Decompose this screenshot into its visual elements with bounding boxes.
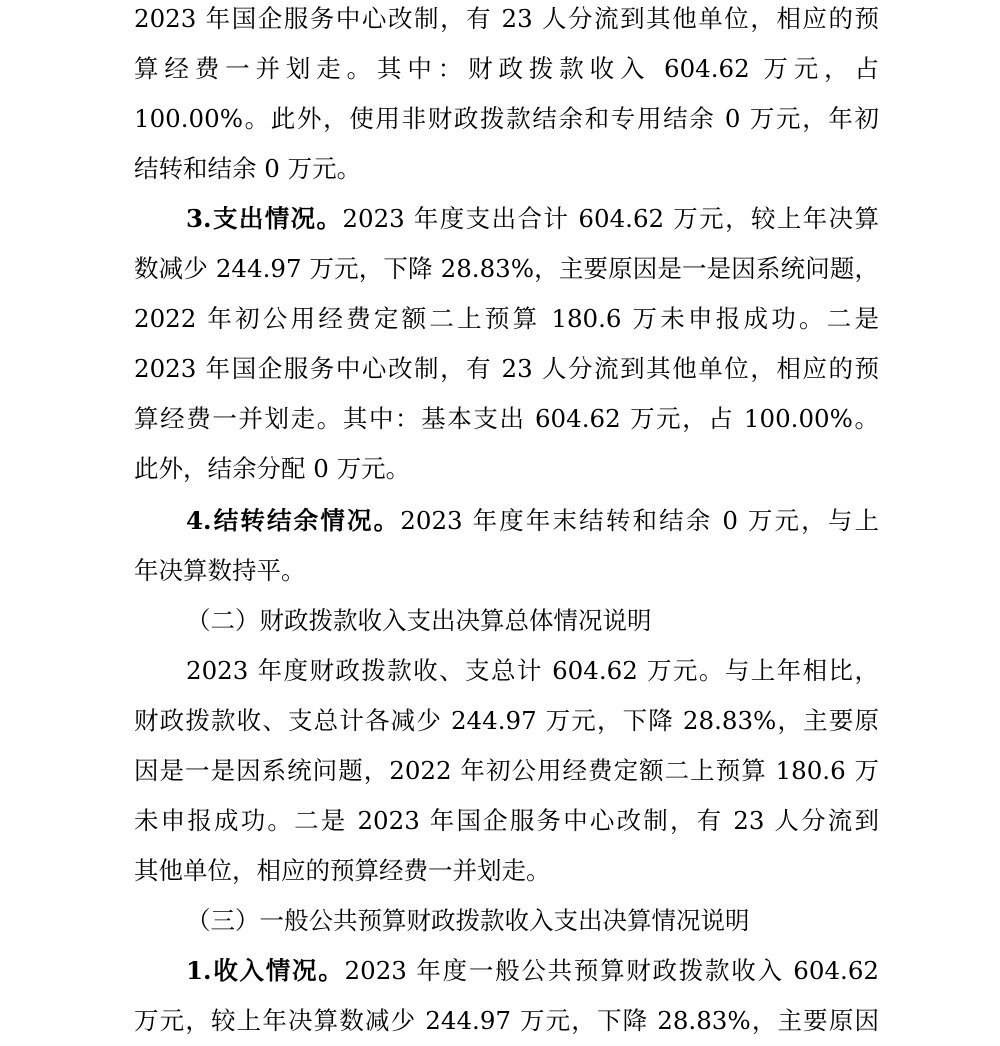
text-line: 因是一是因系统问题，2022 年初公用经费定额二上预算 180.6 万 [134, 756, 879, 785]
text-line: 其他单位，相应的预算经费一并划走。 [134, 856, 551, 885]
section-heading-two: （二）财政拨款收入支出决算总体情况说明 [186, 606, 652, 635]
text-line: 2023 年国企服务中心改制，有 23 人分流到其他单位，相应的预 [134, 4, 879, 33]
text-line: 2023 年度财政拨款收、支总计 604.62 万元。与上年相比， [186, 656, 879, 685]
text-line: 算经费一并划走。其中：基本支出 604.62 万元，占 100.00%。 [134, 404, 879, 433]
text-line: 年决算数持平。 [134, 556, 306, 585]
text-line: 未申报成功。二是 2023 年国企服务中心改制，有 23 人分流到 [134, 806, 879, 835]
text-line: 结转和结余 0 万元。 [134, 154, 362, 183]
text-line: 万元，较上年决算数减少 244.97 万元，下降 28.83%，主要原因 [134, 1006, 879, 1035]
text-line: 此外，结余分配 0 万元。 [134, 454, 411, 483]
carryover-title: 4.结转结余情况。 [186, 506, 401, 535]
text-line: 数减少 244.97 万元，下降 28.83%，主要原因是一是因系统问题， [134, 254, 879, 283]
income-paragraph-start [186, 946, 879, 996]
carryover-first-line: 2023 年度年末结转和结余 0 万元，与上 [400, 506, 879, 535]
income-first-line: 2023 年度一般公共预算财政拨款收入 604.62 [344, 956, 879, 985]
text-line: 100.00%。此外，使用非财政拨款结余和专用结余 0 万元，年初 [134, 104, 879, 133]
section-heading-three: （三）一般公共预算财政拨款收入支出决算情况说明 [186, 906, 750, 935]
expenditure-first-line: 2023 年度支出合计 604.62 万元，较上年决算 [342, 204, 879, 233]
income-title: 1.收入情况。 [186, 956, 345, 985]
text-line: 财政拨款收、支总计各减少 244.97 万元，下降 28.83%，主要原 [134, 706, 879, 735]
expenditure-title: 3.支出情况。 [186, 204, 343, 233]
text-line: 算经费一并划走。其中：财政拨款收入 604.62 万元，占 [134, 54, 879, 83]
text-line: 2023 年国企服务中心改制，有 23 人分流到其他单位，相应的预 [134, 354, 879, 383]
carryover-paragraph-start [186, 496, 879, 546]
text-line: 2022 年初公用经费定额二上预算 180.6 万未申报成功。二是 [134, 304, 879, 333]
expenditure-paragraph-start [186, 194, 879, 244]
